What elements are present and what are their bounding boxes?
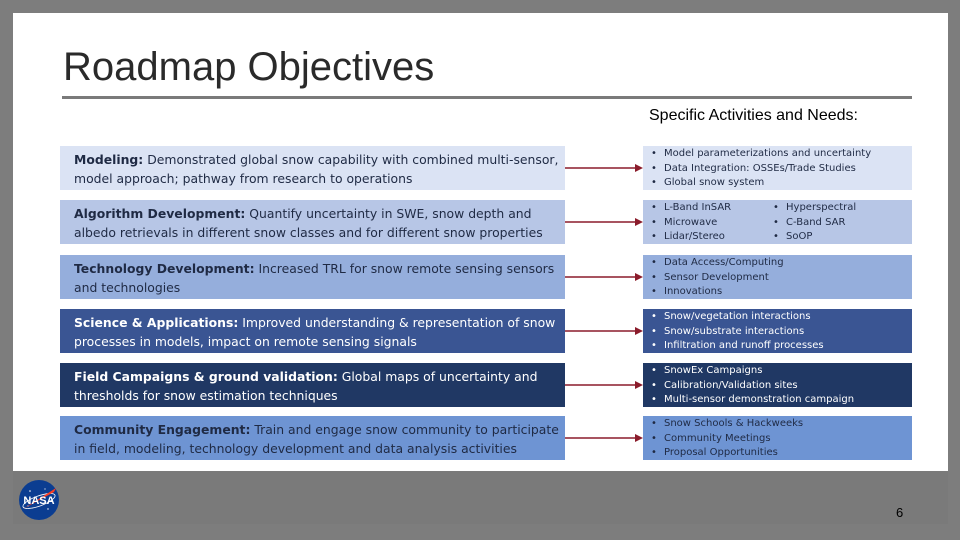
activity-item: • SoOP — [773, 230, 856, 245]
activity-item: • Model parameterizations and uncertainty — [651, 147, 912, 162]
activities-box — [643, 363, 912, 407]
objective-box: Community Engagement: Train and engage snow community to participate in field, modeling, technology development and data analysis activities — [60, 416, 565, 460]
activity-item: • C-Band SAR — [773, 216, 856, 231]
activity-item: • Innovations — [651, 285, 912, 300]
activities-box — [643, 200, 912, 244]
objective-row-community — [60, 416, 912, 460]
activities-box — [643, 416, 912, 460]
activity-item: • Data Integration: OSSEs/Trade Studies — [651, 162, 912, 177]
title-divider — [62, 96, 912, 99]
objective-row-technology — [60, 255, 912, 299]
activity-item: • Hyperspectral — [773, 201, 856, 216]
objective-box: Algorithm Development: Quantify uncertainty in SWE, snow depth and albedo retrievals in different snow classes and for different snow properties — [60, 200, 565, 244]
objective-row-modeling — [60, 146, 912, 190]
activity-item: • Global snow system — [651, 176, 912, 191]
objective-box: Modeling: Demonstrated global snow capability with combined multi-sensor, model approach; pathway from research to operations — [60, 146, 565, 190]
activity-item: • Microwave — [651, 216, 912, 231]
arrow-icon — [565, 416, 643, 460]
activities-heading: Specific Activities and Needs: — [649, 107, 858, 124]
activity-item: • Lidar/Stereo — [651, 230, 912, 245]
page-number: 6 — [896, 505, 904, 520]
activity-item: • Snow Schools & Hackweeks — [651, 417, 912, 432]
objective-box: Field Campaigns & ground validation: Global maps of uncertainty and thresholds for snow estimation techniques — [60, 363, 565, 407]
activity-item: • Infiltration and runoff processes — [651, 339, 912, 354]
activity-item: • Proposal Opportunities — [651, 446, 912, 461]
objective-box: Science & Applications: Improved understanding & representation of snow processes in models, impact on remote sensing signals — [60, 309, 565, 353]
activity-item: • Snow/vegetation interactions — [651, 310, 912, 325]
activity-item: • Sensor Development — [651, 271, 912, 286]
arrow-icon — [565, 200, 643, 244]
arrow-icon — [565, 309, 643, 353]
arrow-icon — [565, 363, 643, 407]
activities-box — [643, 309, 912, 353]
nasa-meatball-logo-icon — [18, 479, 60, 521]
objective-box: Technology Development: Increased TRL for snow remote sensing sensors and technologies — [60, 255, 565, 299]
activity-item: • SnowEx Campaigns — [651, 364, 912, 379]
activities-box — [643, 146, 912, 190]
objective-row-algorithm — [60, 200, 912, 244]
activity-item: • Community Meetings — [651, 432, 912, 447]
activities-box — [643, 255, 912, 299]
activity-item: • L-Band InSAR — [651, 201, 912, 216]
activity-item: • Multi-sensor demonstration campaign — [651, 393, 912, 408]
activity-item: • Snow/substrate interactions — [651, 325, 912, 340]
slide-title: Roadmap Objectives — [63, 45, 435, 89]
slide-footer — [0, 471, 960, 540]
activity-item: • Data Access/Computing — [651, 256, 912, 271]
arrow-icon — [565, 255, 643, 299]
svg-text:NASA: NASA — [23, 495, 55, 507]
objective-row-science — [60, 309, 912, 353]
arrow-icon — [565, 146, 643, 190]
activity-item: • Calibration/Validation sites — [651, 379, 912, 394]
objective-row-field-campaigns — [60, 363, 912, 407]
